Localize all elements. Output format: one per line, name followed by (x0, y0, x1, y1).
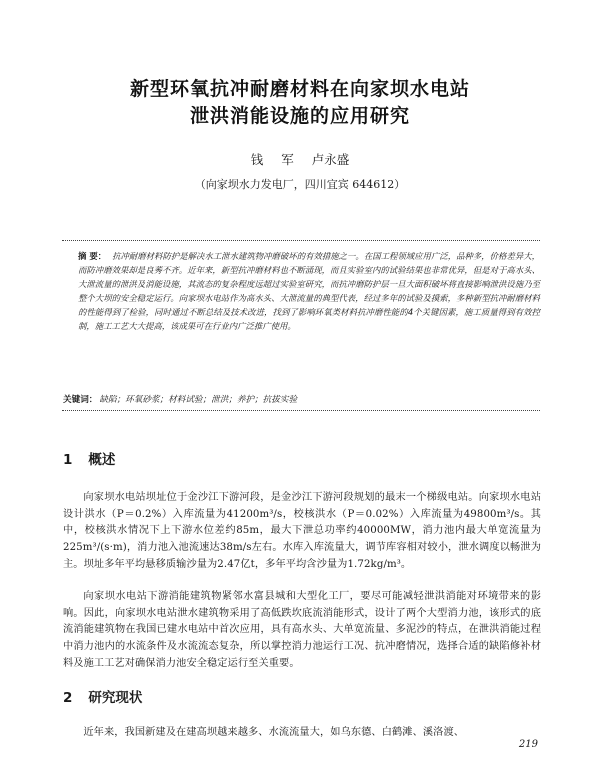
section-number: 1 (63, 452, 73, 468)
body-paragraph: 近年来，我国新建及在建高坝越来越多、水流流量大，如乌东德、白鹤滩、溪洛渡、 (83, 727, 465, 739)
section-heading-overview (63, 448, 115, 468)
page-number: 219 (518, 739, 538, 750)
affiliation: （向家坝水力发电厂，四川宜宾 644612） (194, 178, 406, 191)
keywords (63, 393, 541, 405)
abstract-label: 摘 要： (78, 251, 107, 261)
paper-title-line-1: 新型环氧抗冲耐磨材料在向家坝水电站 (129, 78, 470, 100)
body-paragraph: 向家坝水电站下游消能建筑物紧邻水富县城和大型化工厂，要尽可能减轻泄洪消能对环境带来的影响。因此，向家坝水电站泄水建筑物采用了高低跌坎底流消能形式，设计了两个大型消力池，该形式的底流消能建筑物在我国已建水电站中首次应用，具有高水头、大单宽流量、多泥沙的特点，在泄洪消能过程中消力池内的水流条件及水流流态复杂，所以掌控消力池运行工况、抗冲磨情况，选择合适的缺陷修补材料及施工工艺对确保消力池安全稳定运行至关重要。 (63, 591, 541, 669)
abstract-text: 抗冲耐磨材料防护是解决水工泄水建筑物冲磨破坏的有效措施之一。在国工程领域应用广泛，品种多，价格差异大，而防冲磨效果却是良莠不齐。近年来，新型抗冲磨材料也不断涌现，而且实验室内的试验结果也非常优异，但是对于高水头、大泄流量的泄洪及消能设施，其流态的复杂程度远超过实验室研究，而抗冲磨防护层一旦大面积破坏将直接影响泄洪设施乃至整个大坝的安全稳定运行。向家坝水电站作为高水头、大泄流量的典型代表，经过多年的试验及摸索，多种新型抗冲耐磨材料的性能得到了检验，同时通过不断总结及技术改进，找到了影响环氧类材料抗冲磨性能的4个关键因素，施工质量得到有效控制，施工工艺大大提高，该成果可在行业内广泛推广使用。 (78, 251, 540, 331)
section-title: 研究现状 (88, 690, 143, 706)
bottom-divider (62, 410, 540, 411)
authors: 钱 军 卢永盛 (250, 152, 350, 167)
abstract (78, 250, 540, 333)
top-divider (62, 240, 540, 241)
section-title: 概述 (88, 452, 116, 468)
keywords-text: 缺陷；环氧砂浆；材料试验；泄洪；养护；抗拔实验 (99, 395, 298, 405)
section-number: 2 (63, 690, 73, 706)
section-heading-research-status (63, 686, 142, 706)
keywords-label: 关键词： (63, 395, 98, 405)
paper-title-line-2: 泄洪消能设施的应用研究 (189, 105, 410, 127)
body-paragraph: 向家坝水电站坝址位于金沙江下游河段，是金沙江下游河段规划的最末一个梯级电站。向家坝水电站设计洪水（P＝0.2%）入库流量为41200m³/s，校核洪水（P＝0.02%）入库流量为49800m³/s。其中，校核洪水情况下上下游水位差约85m，最大下泄总功率约40000MW，消力池内最大单宽流量为225m³/(s·m)，消力池入池流速达38m/s左右。水库入库流量大，调节库容相对较小，泄水调度以畅泄为主。坝址多年平均悬移质输沙量为2.47亿t，多年平均含沙量为1.72kg/m³。 (63, 492, 541, 570)
